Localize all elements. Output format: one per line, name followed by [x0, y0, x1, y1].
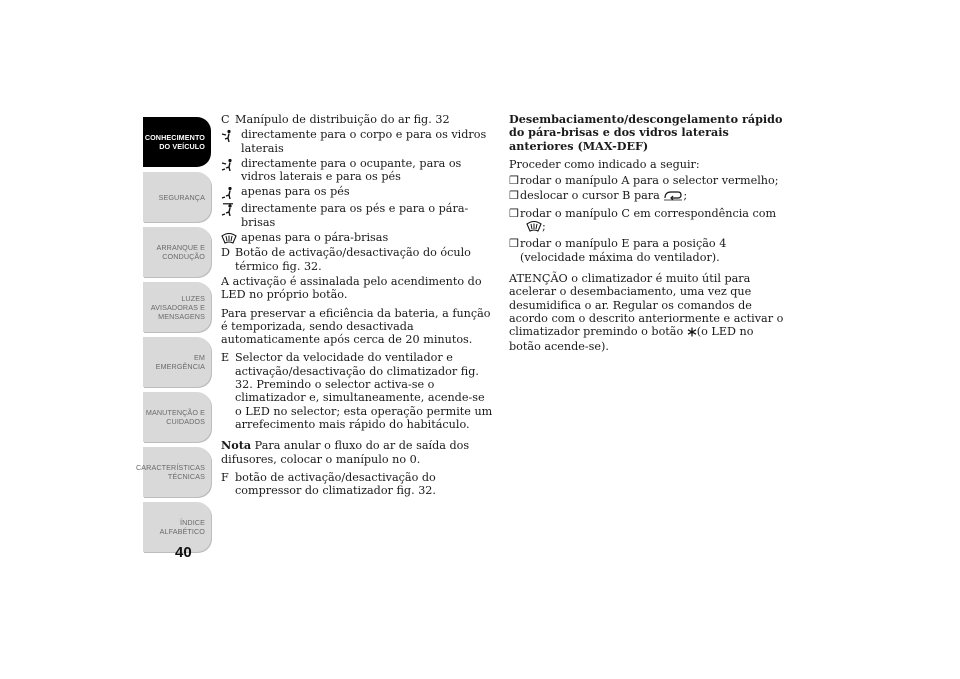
tab-label: SEGURANÇA: [158, 192, 205, 202]
distribution-option: [221, 231, 493, 244]
option-text: directamente para os pés e para o pára-brisas: [241, 202, 469, 229]
tab-manutencao[interactable]: [143, 392, 211, 442]
item-d: [221, 246, 493, 273]
page-number: 40: [175, 544, 192, 561]
item-key: C: [221, 113, 230, 126]
note: [221, 439, 493, 466]
step-text: rodar o manípulo E para a posição 4 (velocidade máxima do ventilador).: [520, 237, 727, 264]
vent-body-window-icon: [221, 128, 241, 155]
tab-caracteristicas[interactable]: [136, 447, 211, 497]
step-text: deslocar o cursor B para ;: [520, 189, 785, 204]
tab-label: EM EMERGÊNCIA: [155, 353, 205, 371]
windscreen-defrost-icon: [221, 231, 241, 244]
vent-occupant-feet-icon: [221, 157, 241, 184]
step-text: rodar o manípulo C em correspondência com ;: [520, 207, 785, 236]
tab-label: CARACTERÍSTICAS TÉCNICAS: [136, 463, 205, 481]
section-heading: Desembaciamento/descongelamento rápido do pára-brisas e dos vidros laterais anteriores (MAX-DEF): [509, 112, 783, 153]
snowflake-icon: [687, 327, 697, 340]
tab-seguranca[interactable]: [143, 172, 211, 222]
intro-text: Proceder como indicado a seguir:: [509, 157, 700, 171]
paragraph: Para preservar a eficiência da bateria, a função é temporizada, sendo desactivada automaticamente após cerca de 20 minutos.: [221, 306, 491, 347]
tab-label: MANUTENÇÃO E CUIDADOS: [145, 408, 205, 426]
step: [509, 207, 785, 236]
tab-arranque[interactable]: [143, 227, 211, 277]
paragraph: A activação é assinalada pelo acendimento do LED no próprio botão.: [221, 274, 482, 302]
item-text: Botão de activação/desactivação do óculo térmico fig. 32.: [235, 246, 471, 273]
left-column: [221, 113, 493, 499]
step: [509, 237, 785, 264]
chapter-tabs: [136, 117, 211, 557]
item-text: botão de activação/desactivação do compressor do climatizador fig. 32.: [235, 470, 436, 498]
note-label: Nota: [221, 438, 252, 453]
distribution-option: [221, 185, 493, 200]
tab-label: CONHECIMENTO DO VEÍCULO: [144, 133, 205, 151]
checkbox-bullet-icon: ❒: [509, 174, 519, 188]
option-text: apenas para o pára-brisas: [241, 231, 389, 245]
note-text: Para anular o fluxo do ar de saída dos difusores, colocar o manípulo no 0.: [221, 439, 470, 466]
option-text: directamente para o ocupante, para os vidros laterais e para os pés: [241, 156, 462, 184]
item-text: Selector da velocidade do ventilador e activação/desactivação do climatizador fig. 32. Premindo o selector activa-se o climatizador e, simultaneamente, acende-se o LED no selector; esta operação permite um arrefecimento mais rápido do habitáculo.: [235, 351, 493, 431]
recirculation-icon: [663, 190, 683, 204]
attention-paragraph: ATENÇÃO o climatizador é muito útil para acelerar o desembaciamento, uma vez que desumidifica o ar. Regular os comandos de acordo com o descrito anteriormente e activar o climatizador premindo o botão (o LED no botão acende-se).: [509, 271, 784, 354]
option-text: apenas para os pés: [241, 185, 350, 199]
checkbox-bullet-icon: ❒: [509, 189, 519, 203]
tab-label: ÍNDICE ALFABÉTICO: [159, 518, 205, 536]
windscreen-defrost-icon: [526, 220, 542, 235]
step: [509, 189, 785, 204]
vent-feet-icon: [221, 185, 241, 200]
option-text: directamente para o corpo e para os vidros laterais: [241, 128, 487, 155]
tab-label: LUZES AVISADORAS E MENSAGENS: [150, 293, 205, 321]
distribution-option: [221, 157, 493, 184]
item-key: E: [221, 351, 230, 365]
checkbox-bullet-icon: ❒: [509, 237, 519, 251]
item-key: D: [221, 246, 230, 260]
tab-conhecimento[interactable]: [143, 117, 211, 167]
distribution-option: [221, 202, 493, 229]
item-f: [221, 471, 493, 498]
tab-emergencia[interactable]: [143, 337, 211, 387]
item-key: F: [221, 470, 229, 484]
vent-feet-windscreen-icon: [221, 202, 241, 229]
checkbox-bullet-icon: ❒: [509, 206, 519, 220]
item-text: Manípulo de distribuição do ar fig. 32: [235, 113, 450, 126]
distribution-option: [221, 128, 493, 155]
tab-label: ARRANQUE E CONDUÇÃO: [156, 243, 205, 261]
step-text: rodar o manípulo A para o selector vermelho;: [520, 174, 779, 188]
tab-luzes[interactable]: [143, 282, 211, 332]
item-e: [221, 351, 493, 431]
step: [509, 174, 785, 187]
right-column: [509, 113, 785, 359]
item-c: [221, 113, 493, 126]
